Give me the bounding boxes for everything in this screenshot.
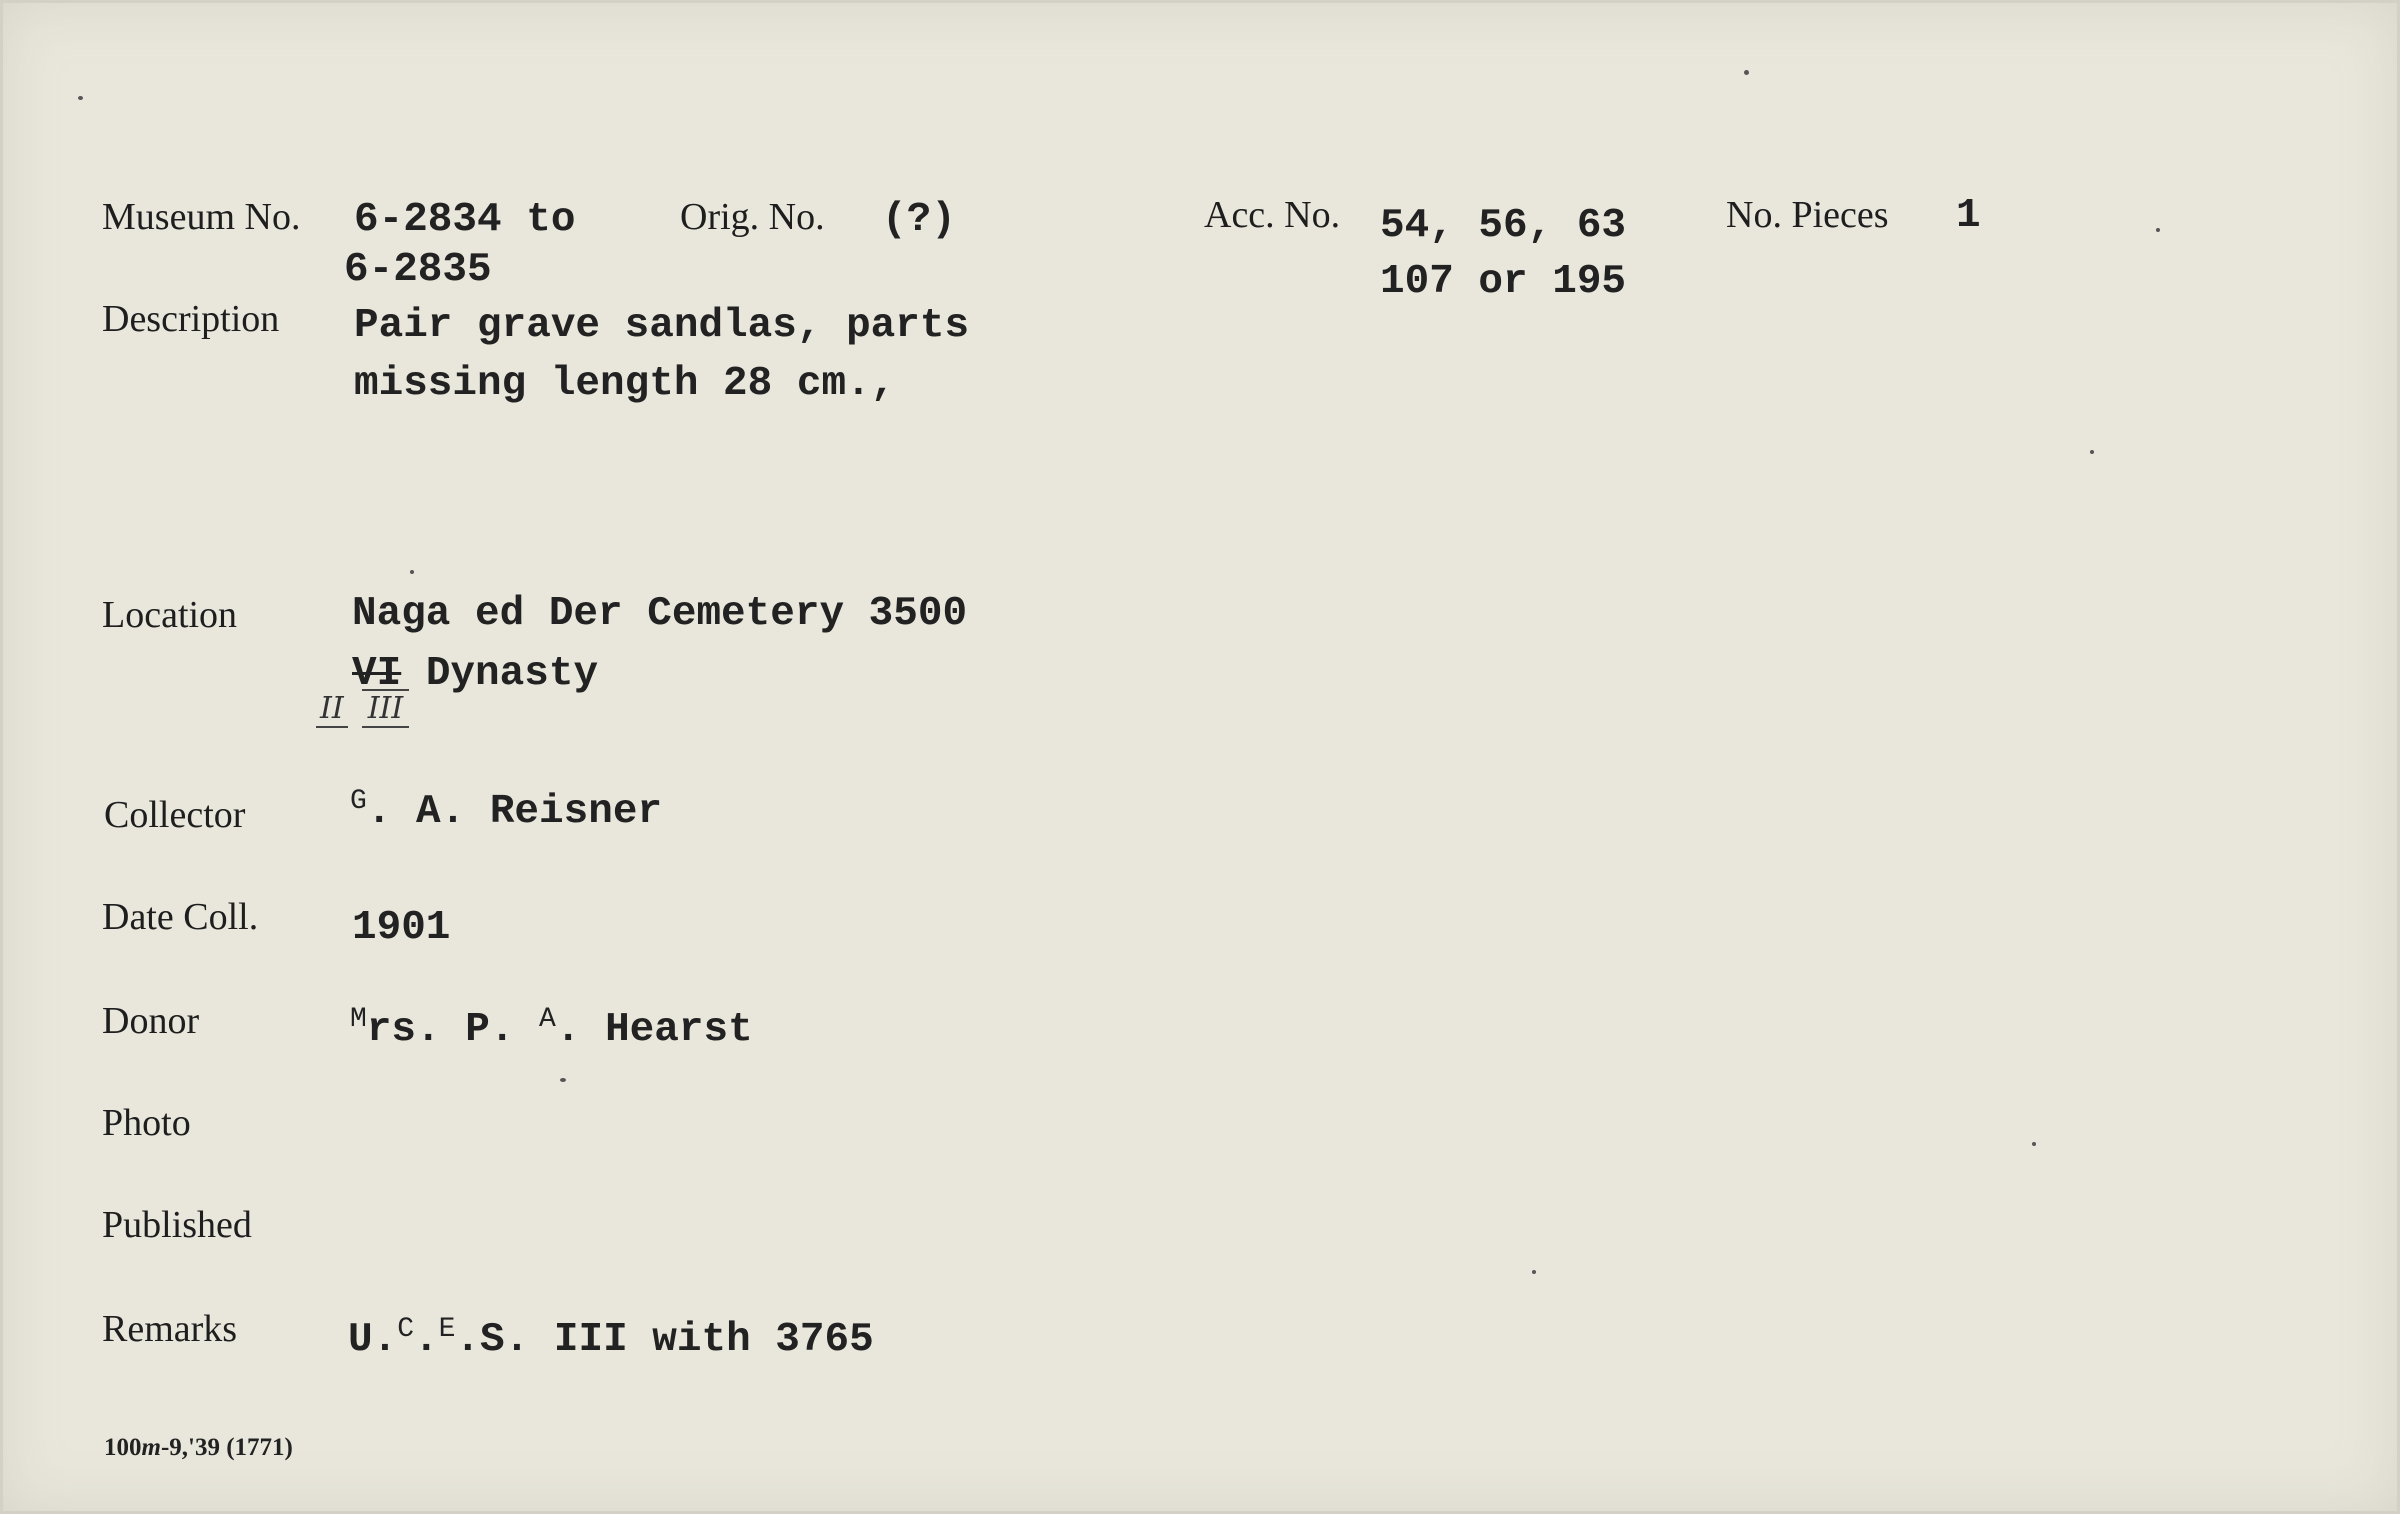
orig-no-value: (?) — [882, 197, 956, 243]
remarks-u: U — [348, 1317, 373, 1363]
published-label: Published — [102, 1204, 252, 1246]
acc-no-value-line1: 54, 56, 63 — [1380, 203, 1627, 249]
remarks-value: U.$^C$.$^E$.S. III with 3765 — [348, 1314, 874, 1363]
description-label: Description — [102, 298, 280, 340]
collector-value — [350, 788, 662, 833]
remarks-e: E — [438, 1314, 456, 1345]
acc-no-value-line2: 107 or 195 — [1380, 259, 1627, 305]
donor-label: Donor — [102, 1000, 200, 1042]
card-speck — [560, 1078, 566, 1082]
card-speck — [78, 96, 83, 100]
struck-dynasty-numeral: VI — [352, 651, 402, 697]
donor-value — [350, 1006, 753, 1051]
collector-label: Collector — [104, 794, 246, 836]
museum-no-value-line1: 6-2834 to — [354, 197, 576, 243]
donor-name: . Hearst — [555, 1007, 753, 1053]
dynasty-annotation-a: II — [316, 691, 348, 728]
card-speck — [2090, 450, 2094, 454]
location-label: Location — [102, 594, 238, 636]
card-speck — [1744, 70, 1749, 75]
printer-code-m: m — [141, 1434, 161, 1461]
remarks-label: Remarks — [102, 1308, 238, 1350]
orig-no-label: Orig. No. — [680, 196, 825, 238]
printer-code-suffix: -9,'39 (1771) — [160, 1434, 293, 1461]
printer-code — [104, 1434, 293, 1462]
printer-code-prefix: 100 — [104, 1434, 142, 1461]
acc-no-label: Acc. No. — [1204, 194, 1341, 236]
card-speck — [410, 570, 414, 574]
card-speck — [2032, 1142, 2036, 1146]
description-value-line1: Pair grave sandlas, parts — [354, 303, 970, 349]
collector-initial: G — [350, 786, 367, 817]
pieces-label: No. Pieces — [1726, 194, 1889, 236]
photo-label: Photo — [102, 1102, 191, 1144]
date-label: Date Coll. — [102, 896, 259, 938]
dynasty-word: Dynasty — [425, 651, 599, 697]
donor-initial-2: A — [539, 1004, 556, 1035]
card-speck — [1532, 1270, 1536, 1274]
location-value-line1: Naga ed Der Cemetery 3500 — [352, 591, 968, 637]
remarks-c: C — [397, 1314, 415, 1345]
description-value-line2: missing length 28 cm., — [354, 361, 896, 407]
remarks-text: .S. III with 3765 — [455, 1317, 874, 1363]
collector-name: . A. Reisner — [366, 789, 663, 835]
donor-initial: M — [350, 1004, 367, 1035]
date-value: 1901 — [352, 905, 451, 951]
donor-mid: rs. P. — [366, 1007, 540, 1053]
handwritten-dynasty-correction — [316, 691, 409, 726]
pieces-value: 1 — [1956, 193, 1981, 239]
museum-no-label: Museum No. — [102, 196, 301, 238]
dynasty-annotation-b: III — [362, 689, 410, 728]
museum-no-value-line2: 6-2835 — [344, 247, 492, 293]
card-speck — [2156, 228, 2160, 232]
